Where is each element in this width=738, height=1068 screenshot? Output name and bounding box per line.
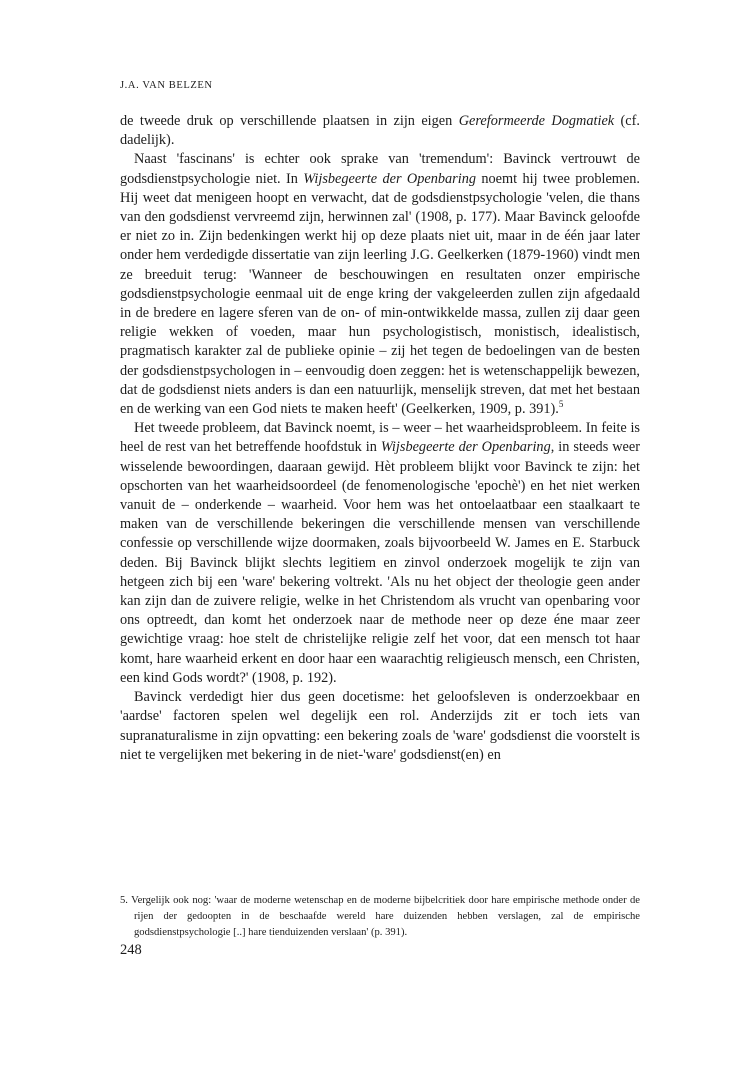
paragraph-2 <box>120 150 640 419</box>
p1-title-italic: Gereformeerde Dogmatiek <box>458 113 615 129</box>
footnote-5 <box>120 893 640 942</box>
p2-text-b: noemt hij twee problemen. Hij weet dat menigeen hoopt en verwacht, dat de godsdienstpsychologie 'velen, die thans van den godsdienst vervreemd zijn, herwinnen zal' (1908, p. 177). Maar Bavinck geloofde er niet zo in. Zijn bedenkingen werkt hij op deze plaats niet uit, maar in de één jaar later onder hem verdedigde dissertatie van zijn leerling J.G. Geelkerken (1879-1960) vindt men ze breeduit terug: 'Wanneer de beschouwingen en resultaten onzer empirische godsdienstpsychologie eenmaal uit de enge kring der vakgeleerden zullen zijn afgedaald in de bredere en lagere sferen van de on- of min-ontwikkelde massa, zullen zij daar geen religie wekken of voeden, maar hun psychologistisch, monistisch, idealistisch, pragmatisch karakter zal de publieke opinie – zij het tegen de bedoelingen van de besten der godsdienstpsychologen in – eenvoudig doen zeggen: het is wetenschappelijk bewezen, dat de godsdienst niets anders is dan een natuurlijk, menselijk streven, dat met het bestaan en de werking van een God niets te maken heeft' (Geelkerken, 1909, p. 391). <box>120 170 640 418</box>
p2-title-italic: Wijsbegeerte der Openbaring <box>303 170 476 187</box>
p1-text-b: (cf. dadelijk). <box>120 113 640 149</box>
p3-title-italic: Wijsbegeerte der Openbaring <box>380 439 551 456</box>
p1-text-a: de tweede druk op verschillende plaatsen in zijn eigen <box>120 113 459 129</box>
body-text <box>120 112 640 765</box>
p2-text-a: Naast 'fascinans' is echter ook sprake van 'tremendum': Bavinck vertrouwt de godsdienstpsychologie niet. In <box>120 151 640 187</box>
paragraph-4: Bavinck verdedigt hier dus geen docetisme: het geloofsleven is onderzoekbaar en 'aardse' factoren spelen wel degelijk een rol. Anderzijds zit er toch iets van supranaturalisme in zijn opvatting: een bekering zoals de 'ware' godsdienst die voorstelt is niet te vergelijken met bekering in de niet-'ware' godsdienst(en) en <box>120 689 640 763</box>
paragraph-3 <box>120 419 640 688</box>
p3-text-b: , in steeds weer wisselende bewoordingen, daaraan gewijd. Hèt probleem blijkt voor Bavinck te zijn: het opschorten van het waarheidsoordeel (de fenomenologische 'epochè') en het niet werken vanuit de – onderkende – waarheid. Voor hem was het ontoelaatbaar een staalkaart te maken van de verschillende bekeringen die verschillende mensen van verschillende confessie op verschillende wijze doormaken, zoals bijvoorbeeld W. James en E. Starbuck deden. Bij Bavinck blijkt slechts legitiem en zinvol onderzoek mogelijk te zijn van hetgeen zich bij een 'ware' bekering voltrekt. 'Als nu het object der theologie geen ander kan zijn dan de zuivere religie, welke in het Christendom als vrucht van openbaring voor ons optreedt, dan komt het onderzoek naar de methode neer op deze éne maar zeer gewichtige vraag: hoe stelt de christelijke religie zelf het voor, dat een mensch tot haar komt, hare waarheid erkent en door haar een waarachtig religieusch mensch, een Christen, een kind Gods wordt?' (1908, p. 192). <box>120 439 640 686</box>
p3-text-a: Het tweede probleem, dat Bavinck noemt, is – weer – het waarheidsprobleem. In feite is heel de rest van het betreffende hoofdstuk in <box>120 420 640 456</box>
page-number: 248 <box>120 942 142 958</box>
paragraph-1 <box>120 112 640 150</box>
footnote-ref-5: 5 <box>558 399 564 410</box>
running-head: J.A. VAN BELZEN <box>120 80 213 91</box>
footnote-text: 5. Vergelijk ook nog: 'waar de moderne wetenschap en de moderne bijbelcritiek door hare empirische methode onder de rijen der gedoopten in de beschaafde wereld hare duizenden hebben verslagen, zal de empirische godsdienstpsychologie [..] hare tienduizenden verslaan' (p. 391). <box>120 895 640 939</box>
